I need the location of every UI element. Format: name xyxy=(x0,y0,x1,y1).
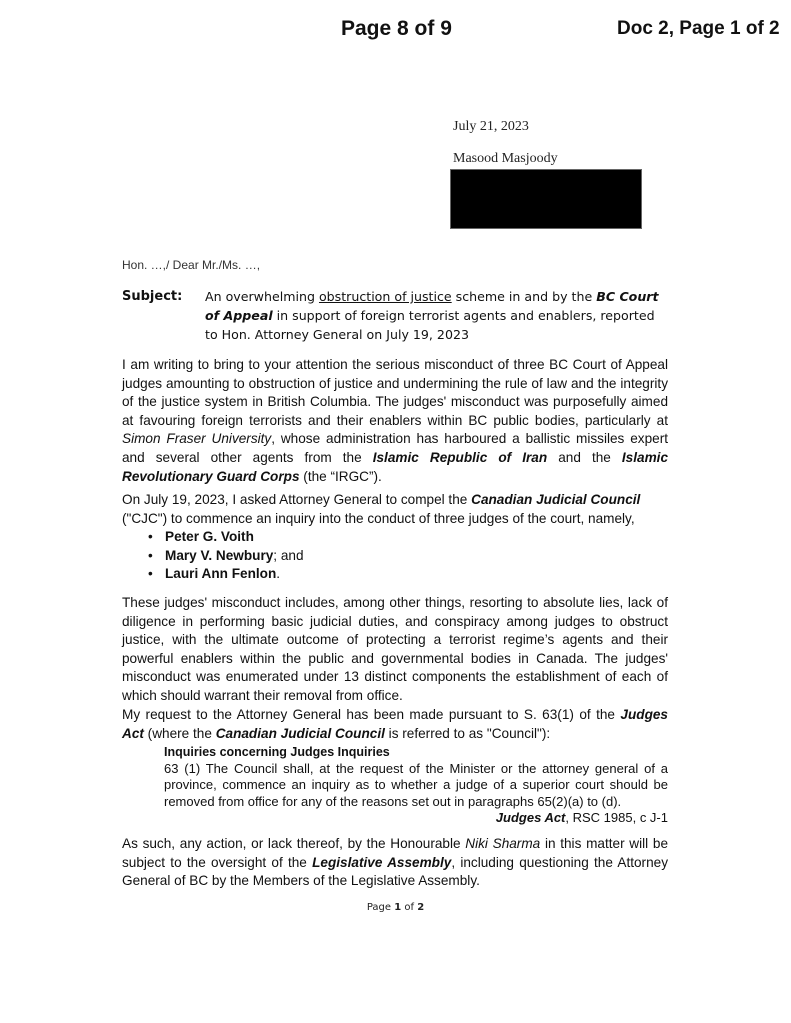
text-segment: My request to the Attorney General has been made pursuant to S. 63(1) of the xyxy=(122,707,621,722)
text-segment: (where the xyxy=(143,725,216,741)
judges-act-text xyxy=(122,706,668,743)
footer-current-page: 1 xyxy=(394,902,402,913)
page-counter: Page 8 of 9 xyxy=(341,17,452,40)
quote-body: 63 (1) The Council shall, at the request of the Minister or the attorney general of a province, commence an inquiry as to whether a judge of a superior court should be removed from office for any of the reasons set out in paragraphs 65(2)(a) to (d). xyxy=(164,760,668,809)
sender-name: Masood Masjoody xyxy=(453,151,558,166)
footer-text: Page xyxy=(366,902,395,913)
list-item xyxy=(148,547,668,566)
judge-name: Peter G. Voith xyxy=(165,529,254,545)
salutation: Hon. …,/ Dear Mr./Ms. …, xyxy=(122,258,261,272)
text-emphasis: Niki Sharma xyxy=(465,836,541,851)
subject-seg: in support of foreign terrorist agents and enablers, reported to Hon. Attorney General on July 19, 2023 xyxy=(205,308,655,342)
text-segment: , including questioning the Attorney General of BC by the Members of the Legislative Assembly. xyxy=(122,854,669,889)
text-emphasis: Canadian Judicial Council xyxy=(471,492,641,507)
judge-name: Mary V. Newbury xyxy=(165,547,274,563)
subject-block xyxy=(122,287,670,344)
quote-citation xyxy=(164,810,668,827)
text-segment: in this matter will be subject to the oversight of the xyxy=(122,836,669,870)
redacted-block xyxy=(450,169,642,229)
text-emphasis: Islamic Revolutionary Guard Corps xyxy=(122,449,669,484)
subject-seg: An overwhelming xyxy=(205,289,319,304)
paragraph-misconduct: These judges' misconduct includes, among other things, resorting to absolute lies, lack of diligence in performing basic judicial duties, and conspiracy among judges to obstruct justice, with the ultimate outcome of protecting a terrorist regime’s agents and their powerful enablers within the public and governmental bodies in Canada. The judges' misconduct was enumerated under 13 distinct components the establishment of each of which should warrant their removal from office. xyxy=(122,595,668,703)
text-segment: I am writing to bring to your attention the serious misconduct of three BC Court of Appeal judges amounting to obstruction of justice and undermining the rule of law and the integrity of the justice system in British Columbia. The judges' misconduct was purposefully aimed at favouring foreign terrorists and their enablers within BC public bodies, particularly at xyxy=(122,357,668,428)
text-segment: ; and xyxy=(273,547,304,563)
text-segment: On July 19, 2023, I asked Attorney General to compel the xyxy=(122,492,472,507)
subject-court-name: BC Court of Appeal xyxy=(205,289,659,323)
letter-date: July 21, 2023 xyxy=(453,119,529,134)
footer-total-pages: 2 xyxy=(417,902,425,913)
subject-label: Subject: xyxy=(122,289,183,304)
text-emphasis: Simon Fraser University xyxy=(122,431,272,447)
text-segment: As such, any action, or lack thereof, by the Honourable xyxy=(122,836,466,851)
list-item xyxy=(148,528,668,547)
judges-list xyxy=(122,528,668,584)
citation-rest: , RSC 1985, c J-1 xyxy=(565,810,668,826)
quote-title: Inquiries concerning Judges Inquiries xyxy=(164,745,390,760)
statute-quote xyxy=(164,744,668,827)
paragraph-oversight xyxy=(122,835,668,891)
text-segment: (the “IRGC”). xyxy=(299,468,382,484)
citation-act: Judges Act xyxy=(495,810,566,826)
list-item xyxy=(148,565,668,584)
subject-text xyxy=(205,287,670,344)
text-emphasis: Canadian Judicial Council xyxy=(215,725,385,741)
text-segment: . xyxy=(276,566,281,582)
footer-text: of xyxy=(401,902,418,913)
subject-seg: scheme in and by the xyxy=(451,289,597,304)
text-segment: is referred to as "Council"): xyxy=(384,725,551,741)
paragraph-intro xyxy=(122,356,668,486)
doc-page-counter: Doc 2, Page 1 of 2 xyxy=(617,18,780,39)
text-segment: and the xyxy=(547,449,622,465)
text-segment: , whose administration has harboured a ballistic missiles expert and several other agents from the xyxy=(122,431,668,465)
text-emphasis: Islamic Republic of Iran xyxy=(372,449,548,465)
request-text xyxy=(122,491,668,528)
text-emphasis: Legislative Assembly xyxy=(312,854,452,870)
text-emphasis: Judges Act xyxy=(122,707,668,741)
judge-name: Lauri Ann Fenlon xyxy=(165,566,277,582)
page-footer xyxy=(0,902,791,913)
text-segment: ("CJC") to commence an inquiry into the conduct of three judges of the court, namely, xyxy=(122,510,635,526)
paragraph-request xyxy=(122,491,668,584)
paragraph-judges-act xyxy=(122,706,668,827)
subject-underlined: obstruction of justice xyxy=(318,289,452,304)
